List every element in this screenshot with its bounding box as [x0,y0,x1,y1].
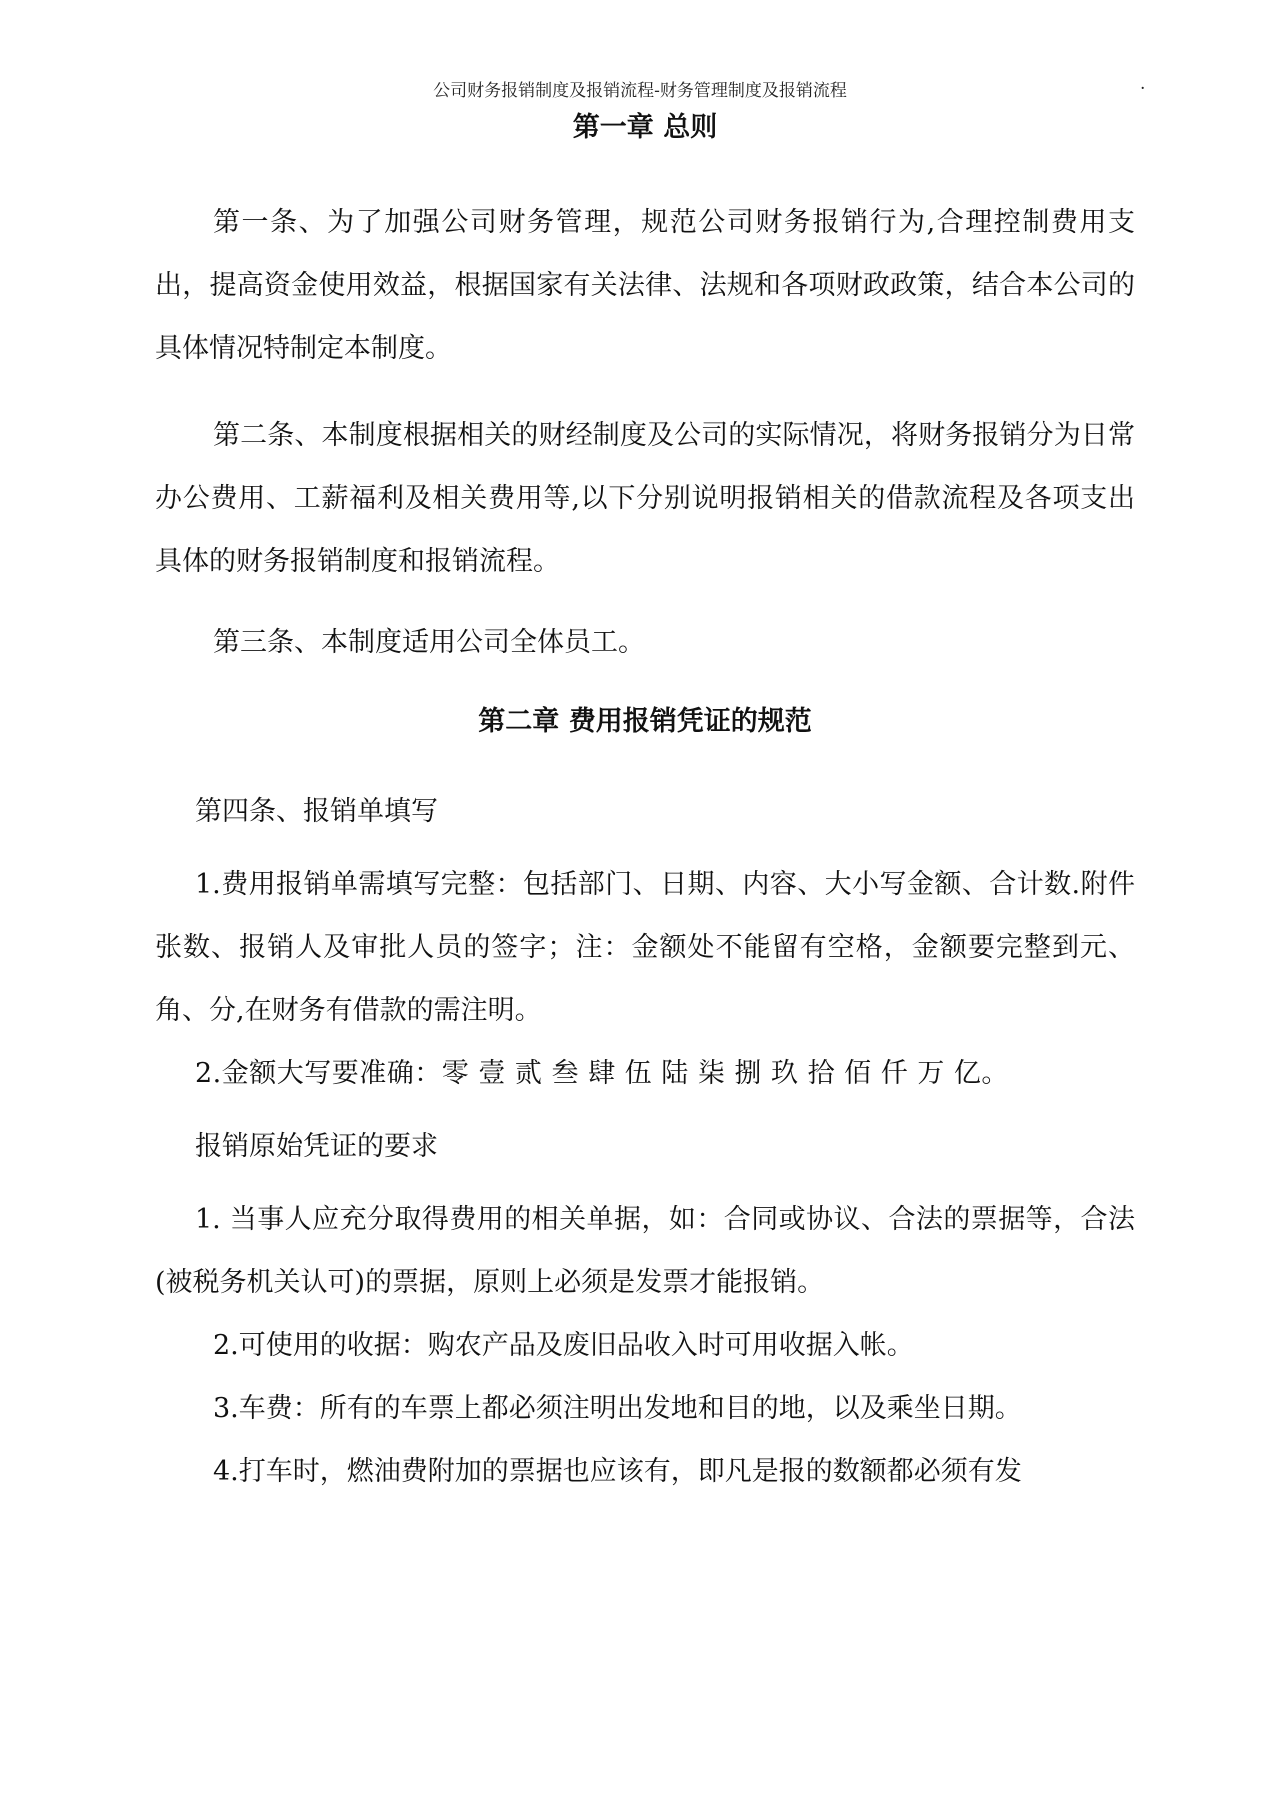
voucher-requirements-heading: 报销原始凭证的要求 [195,1131,438,1162]
voucher-item-2: 2.可使用的收据：购农产品及废旧品收入时可用收据入帐。 [213,1330,914,1361]
chapter-1-title: 第一章 总则 [572,112,718,143]
article-4-heading: 第四条、报销单填写 [195,796,438,827]
article-3: 第三条、本制度适用公司全体员工。 [213,627,645,658]
document-body [155,108,1135,1503]
chapter-2-title: 第二章 费用报销凭证的规范 [478,706,812,737]
running-header: 公司财务报销制度及报销流程-财务管理制度及报销流程 [433,81,847,101]
article-1: 第一条、为了加强公司财务管理，规范公司财务报销行为,合理控制费用支出，提高资金使用效益，根据国家有关法律、法规和各项财政政策，结合本公司的具体情况特制定本制度。 [155,207,1135,364]
voucher-item-4: 4.打车时，燃油费附加的票据也应该有，即凡是报的数额都必须有发 [213,1456,1022,1487]
voucher-item-3: 3.车费：所有的车票上都必须注明出发地和目的地，以及乘坐日期。 [213,1393,1022,1424]
header-mark: . [1140,74,1146,94]
article-4-item-2: 2.金额大写要准确：零 壹 贰 叁 肆 伍 陆 柒 捌 玖 拾 佰 仟 万 亿。 [195,1058,1009,1089]
article-2: 第二条、本制度根据相关的财经制度及公司的实际情况，将财务报销分为日常办公费用、工薪福利及相关费用等,以下分别说明报销相关的借款流程及各项支出具体的财务报销制度和报销流程。 [155,420,1135,577]
article-4-item-1: 1.费用报销单需填写完整：包括部门、日期、内容、大小写金额、合计数.附件张数、报销人及审批人员的签字；注：金额处不能留有空格，金额要完整到元、角、分,在财务有借款的需注明。 [155,869,1135,1026]
voucher-item-1: 1. 当事人应充分取得费用的相关单据，如：合同或协议、合法的票据等，合法(被税务机关认可)的票据，原则上必须是发票才能报销。 [155,1204,1135,1298]
